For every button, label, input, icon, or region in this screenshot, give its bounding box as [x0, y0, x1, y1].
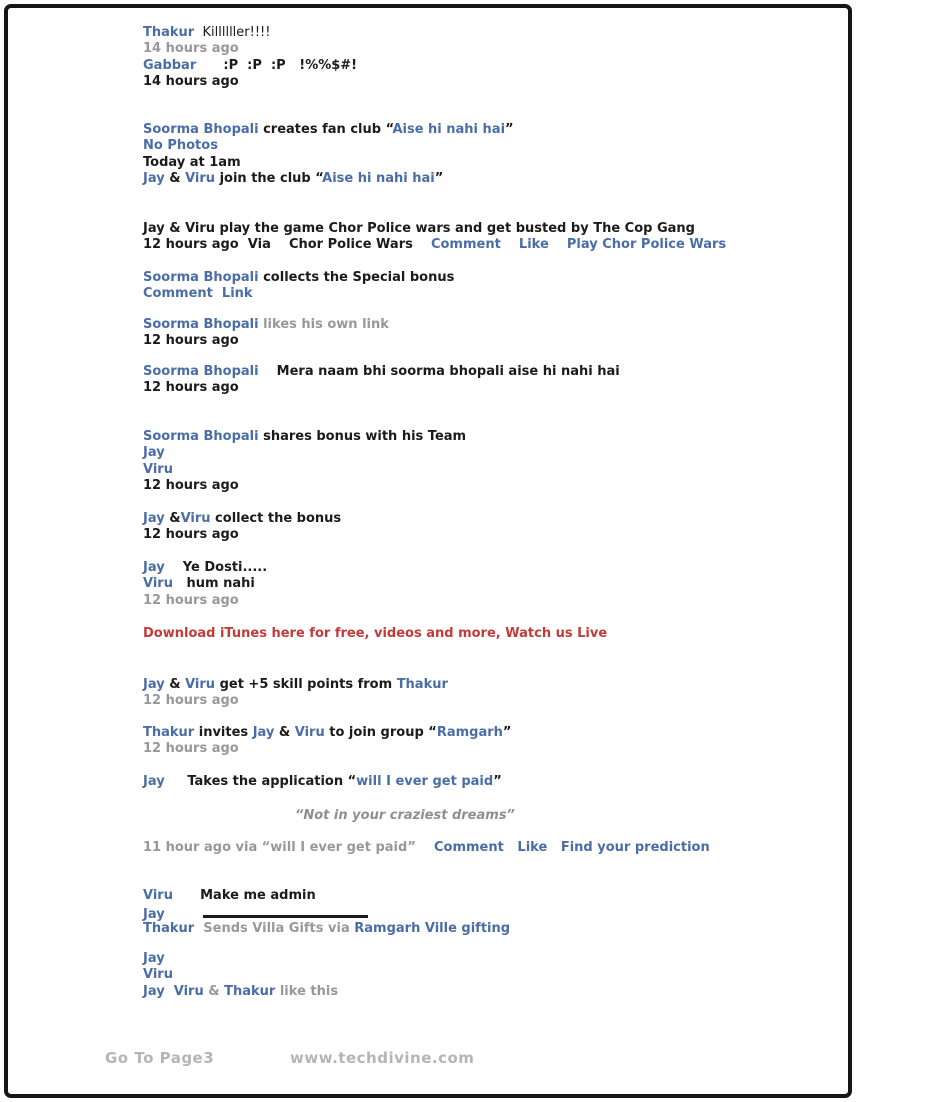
timestamp: 11 hour ago via “will I ever get paid”: [143, 840, 434, 855]
feed-block: [143, 888, 510, 937]
feed-block: [143, 122, 514, 188]
jay-link[interactable]: Jay: [143, 774, 165, 789]
play-chor-police-wars-link[interactable]: Play Chor Police Wars: [566, 237, 727, 253]
feed-line: [143, 286, 454, 302]
text: [213, 286, 222, 301]
feed-block: [143, 774, 502, 790]
link-link[interactable]: Link: [221, 286, 253, 302]
text: get +5 skill points from: [215, 677, 397, 692]
thakur-link[interactable]: Thakur: [143, 25, 195, 40]
timestamp: 14 hours ago: [143, 74, 239, 90]
viru-link[interactable]: Viru: [143, 967, 173, 983]
soorma-bhopali-link[interactable]: Soorma Bhopali: [143, 122, 259, 137]
feed-line: [143, 41, 357, 57]
timestamp: 14 hours ago: [143, 41, 239, 57]
feed-line: [143, 888, 510, 904]
timestamp: 12 hours ago: [143, 693, 239, 709]
aise-hi-nahi-hai-link[interactable]: Aise hi nahi hai: [322, 171, 435, 187]
text: &: [164, 171, 186, 187]
feed-line: [143, 74, 357, 90]
jay-link[interactable]: Jay: [143, 983, 165, 999]
soorma-bhopali-link[interactable]: Soorma Bhopali: [143, 270, 259, 285]
aise-hi-nahi-hai-link[interactable]: Aise hi nahi hai: [392, 122, 506, 137]
feed-line: [143, 221, 726, 237]
feed-line: [143, 138, 514, 154]
feed-block: [143, 317, 389, 350]
feed-line: [143, 511, 341, 527]
feed-block: [295, 808, 515, 824]
timestamp: 12 hours ago: [143, 527, 239, 543]
muted-text: &: [203, 983, 225, 999]
like-link[interactable]: Like: [517, 840, 548, 855]
thakur-link[interactable]: Thakur: [396, 677, 448, 692]
feed-block: [143, 840, 710, 856]
feed-line: [143, 445, 466, 461]
thakur-link[interactable]: Thakur: [224, 983, 276, 999]
timestamp: 12 hours ago: [143, 380, 239, 396]
feed-line: [143, 967, 338, 983]
jay-link[interactable]: Jay: [143, 907, 165, 923]
feed-line: [143, 527, 341, 543]
feed-line: [143, 904, 510, 923]
text: &: [274, 725, 295, 740]
feed-block: [143, 951, 338, 1000]
text: :P :P :P !%%$#!: [196, 57, 358, 73]
feed-block: [143, 221, 726, 254]
feed-block: [143, 677, 448, 710]
feed-line: [143, 171, 514, 187]
go-to-page-link[interactable]: Go To Page3: [105, 1049, 215, 1067]
prediction-quote-text: “Not in your craziest dreams”: [295, 808, 515, 823]
like-link[interactable]: Like: [518, 237, 549, 253]
feed-line: [143, 593, 267, 609]
thakur-link[interactable]: Thakur: [143, 725, 195, 740]
feed-line: [143, 429, 466, 445]
viru-link[interactable]: Viru: [294, 725, 325, 740]
feed-line: [143, 478, 466, 494]
feed-line: [143, 693, 448, 709]
text: &: [164, 677, 186, 692]
viru-link[interactable]: Viru: [180, 511, 211, 526]
text: ”: [493, 774, 502, 789]
soorma-bhopali-link[interactable]: Soorma Bhopali: [143, 317, 259, 332]
feed-block: [143, 725, 511, 758]
timestamp: 12 hours ago: [143, 741, 239, 757]
soorma-bhopali-link[interactable]: Soorma Bhopali: [143, 429, 259, 444]
viru-link[interactable]: Viru: [185, 171, 216, 187]
feed-block: [143, 560, 267, 609]
viru-link[interactable]: Viru: [143, 461, 173, 477]
text: invites: [194, 725, 253, 740]
website-url-text: www.techdivine.com: [290, 1049, 475, 1067]
text: Killllller!!!!: [194, 25, 271, 40]
feed-line: [143, 840, 710, 856]
muted-text: [165, 984, 174, 999]
timestamp: 12 hours ago: [143, 592, 239, 608]
gabbar-link[interactable]: Gabbar: [143, 57, 197, 73]
will-i-ever-get-paid-link[interactable]: will I ever get paid: [356, 774, 494, 789]
feed-line: [143, 237, 726, 253]
soorma-bhopali-link[interactable]: Soorma Bhopali: [143, 364, 259, 379]
text: Mera naam bhi soorma bhopali aise hi nahi hai: [258, 364, 620, 379]
text: creates fan club “: [258, 122, 393, 137]
ramgarh-link[interactable]: Ramgarh: [436, 725, 503, 740]
muted-text: [547, 840, 561, 855]
feed-block: [143, 270, 454, 303]
comment-link[interactable]: Comment: [143, 286, 213, 302]
blank-underline: [203, 904, 368, 918]
jay-link[interactable]: Jay: [143, 560, 165, 575]
feed-block: [143, 364, 620, 397]
feed-line: [143, 364, 620, 380]
text: [501, 237, 519, 252]
itunes-promo-text: Download iTunes here for free, videos and more, Watch us Live: [143, 626, 608, 641]
feed-block: [143, 626, 607, 642]
text: to join group “: [324, 725, 437, 740]
text: [549, 237, 567, 252]
muted-text: [504, 840, 518, 855]
feed-line: [143, 626, 607, 642]
feed-line: [143, 58, 357, 74]
jay-link[interactable]: Jay: [143, 511, 165, 526]
feed-line: [143, 317, 389, 333]
feed-line: [143, 951, 338, 967]
viru-link[interactable]: Viru: [143, 888, 173, 903]
timestamp: Today at 1am: [143, 154, 241, 170]
viru-link[interactable]: Viru: [185, 677, 216, 692]
timestamp: 12 hours ago: [143, 478, 239, 494]
timestamp: 12 hours ago: [143, 333, 239, 349]
feed-line: [143, 774, 502, 790]
text: &: [164, 511, 181, 526]
feed-line: [143, 380, 620, 396]
comment-link[interactable]: Comment: [430, 237, 501, 253]
feed-block: [143, 429, 466, 495]
text: ”: [434, 171, 444, 187]
text: Takes the application “: [164, 774, 357, 789]
feed-line: [143, 462, 466, 478]
viru-link[interactable]: Viru: [173, 983, 204, 999]
viru-link[interactable]: Viru: [143, 576, 173, 592]
feed-line: [295, 808, 515, 824]
text: collect the bonus: [210, 511, 342, 526]
text: hum nahi: [172, 576, 255, 592]
feed-line: [143, 741, 511, 757]
text: join the club “: [215, 171, 323, 187]
feed-block: [143, 25, 357, 91]
feed-block: [143, 511, 341, 544]
no-photos-link[interactable]: No Photos: [143, 138, 218, 154]
feed-line: [143, 270, 454, 286]
muted-text: like this: [275, 983, 339, 999]
feed-line: [143, 921, 510, 937]
ramgarh-ville-gifting-link[interactable]: Ramgarh Ville gifting: [354, 920, 511, 936]
feed-line: [143, 560, 267, 576]
feed-line: [143, 155, 514, 171]
text: Ye Dosti.....: [164, 560, 268, 575]
timestamp: 12 hours ago Via Chor Police Wars: [143, 237, 431, 253]
text: ”: [505, 122, 514, 137]
feed-line: [143, 725, 511, 741]
jay-link[interactable]: Jay: [143, 171, 165, 187]
feed-line: [143, 333, 389, 349]
comment-link[interactable]: Comment: [433, 840, 504, 855]
jay-link[interactable]: Jay: [143, 951, 165, 966]
jay-link[interactable]: Jay: [143, 445, 165, 461]
feed-line: [143, 25, 357, 41]
thakur-link[interactable]: Thakur: [143, 920, 195, 936]
muted-text: likes his own link: [258, 317, 389, 332]
jay-link[interactable]: Jay: [143, 677, 165, 692]
document-page: [4, 4, 852, 1098]
find-your-prediction-link[interactable]: Find your prediction: [560, 840, 710, 855]
feed-line: [143, 576, 267, 592]
feed-line: [143, 677, 448, 693]
text: collects the Special bonus: [258, 270, 455, 285]
feed-line: [143, 984, 338, 1000]
feed-line: [143, 122, 514, 138]
text: shares bonus with his Team: [258, 429, 467, 444]
text: Jay & Viru play the game Chor Police wars and get busted by The Cop Gang: [143, 221, 695, 236]
text: ”: [502, 725, 512, 740]
jay-link[interactable]: Jay: [252, 725, 275, 740]
text: Make me admin: [172, 888, 316, 903]
muted-text: Sends Villa Gifts via: [194, 920, 355, 936]
